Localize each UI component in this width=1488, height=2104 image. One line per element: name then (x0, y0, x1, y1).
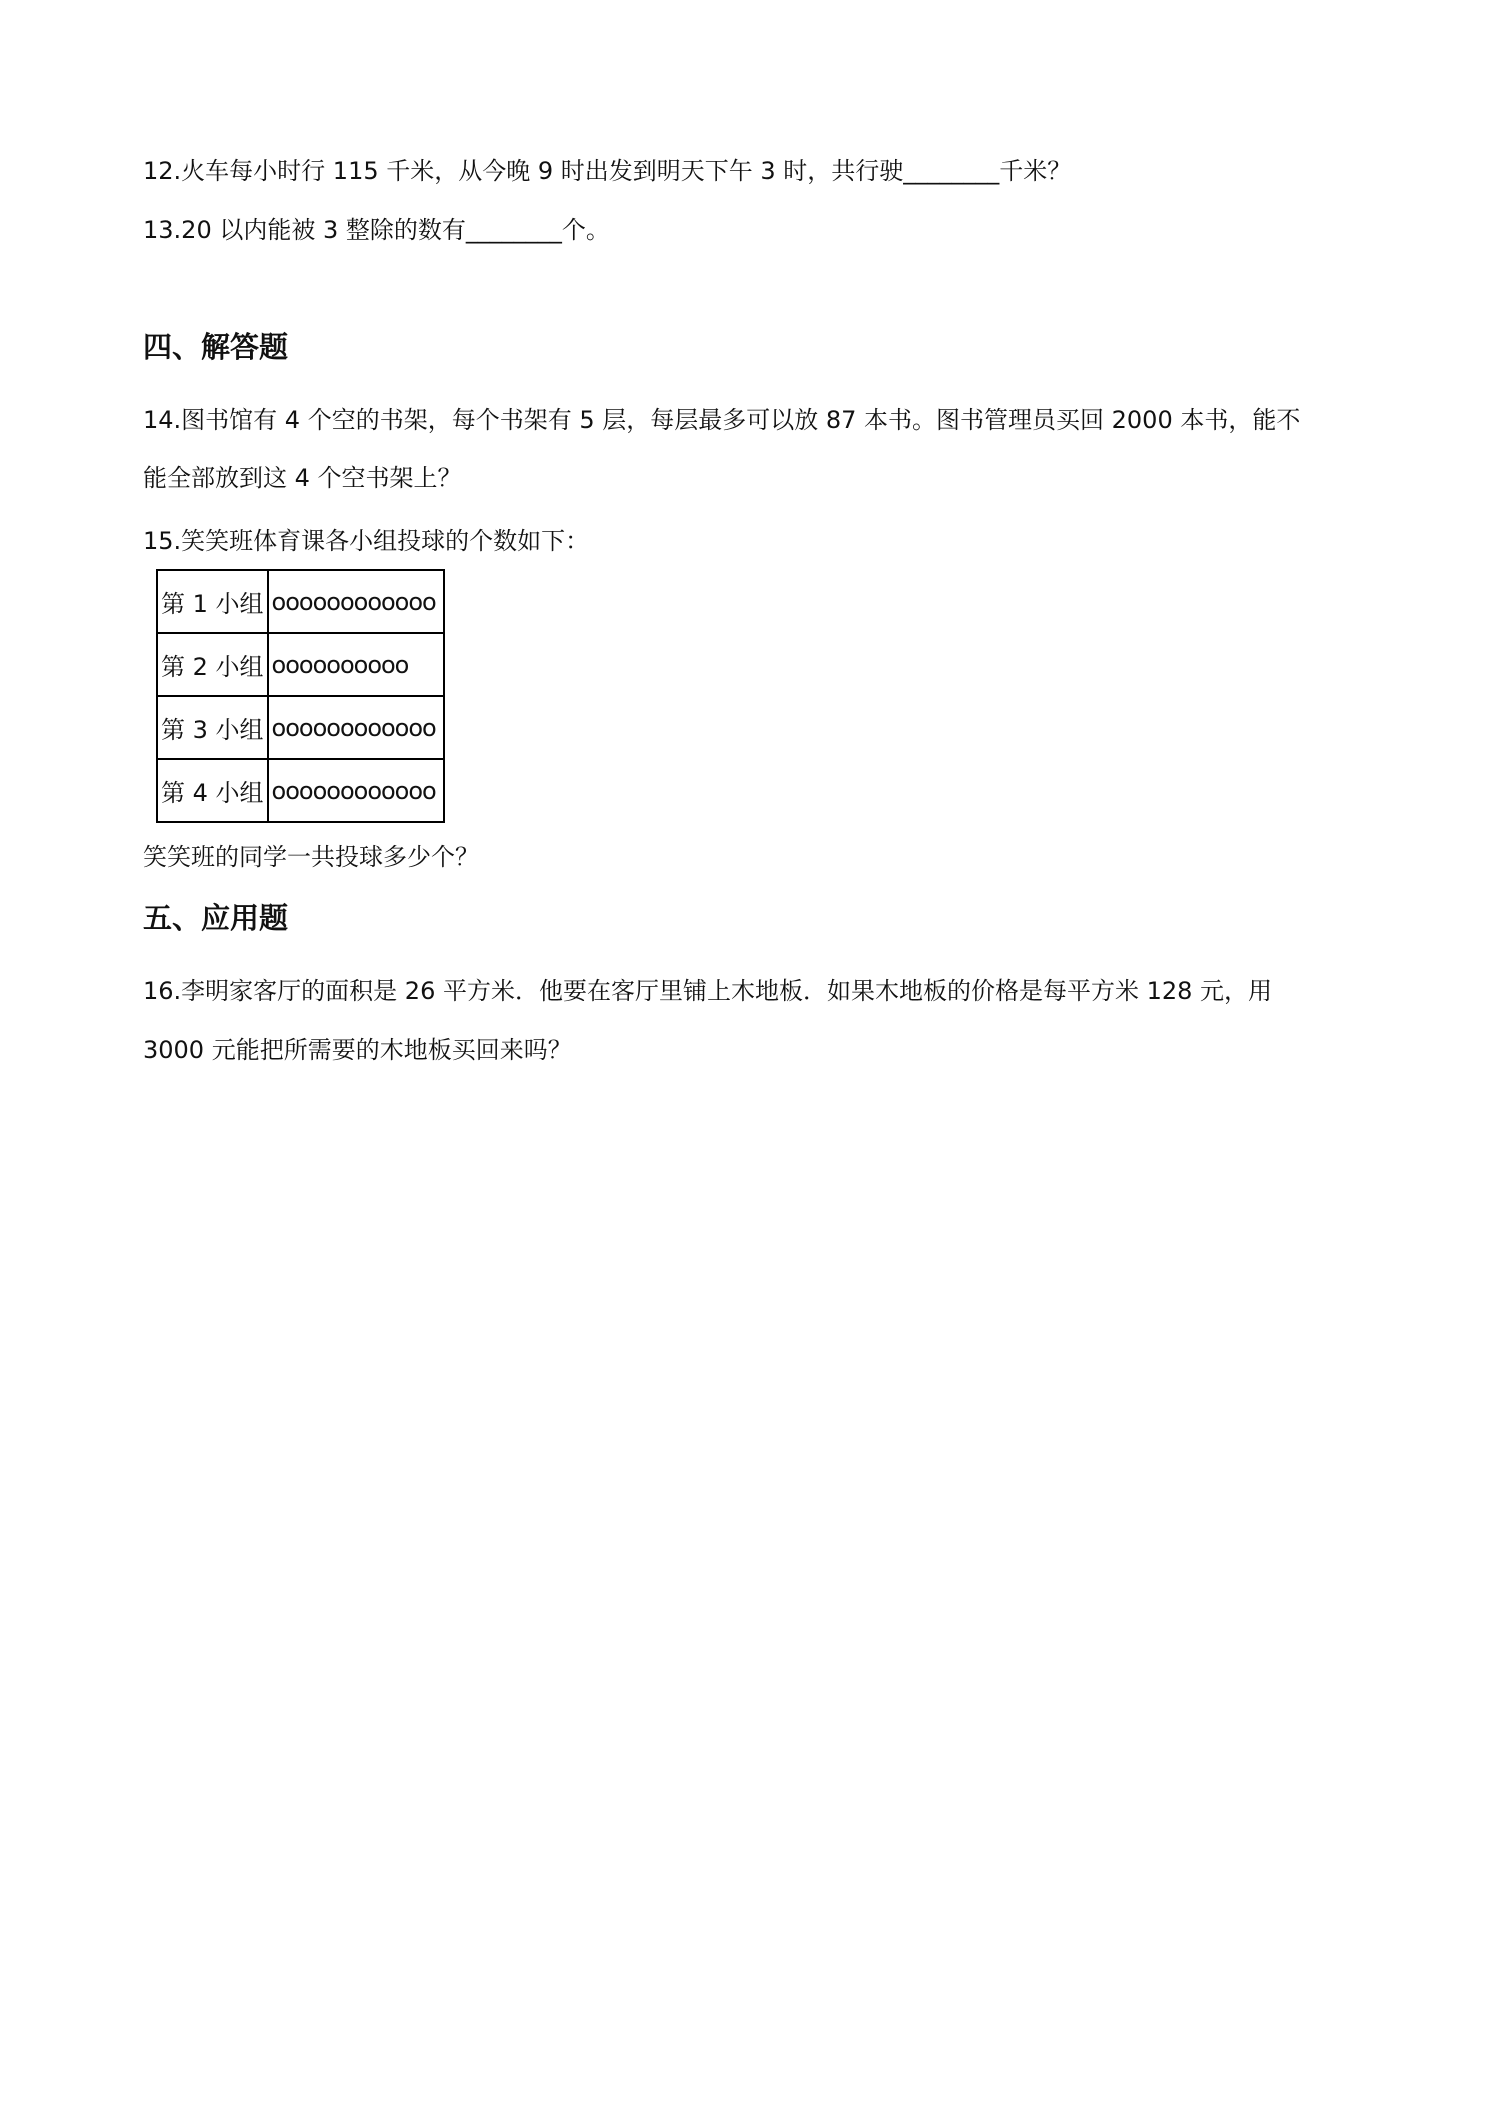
question-12: 12.火车每小时行 115 千米，从今晚 9 时出发到明天下午 3 时，共行驶________千米？ (143, 157, 1072, 185)
group-label: 第 3 小组 (157, 696, 268, 759)
table-row (157, 570, 444, 633)
question-14-line-2: 能全部放到这 4 个空书架上？ (143, 464, 462, 492)
group-label: 第 2 小组 (157, 633, 268, 696)
question-14-line-1: 14.图书馆有 4 个空的书架，每个书架有 5 层，每层最多可以放 87 本书。图书管理员买回 2000 本书，能不 (143, 406, 1301, 434)
section-heading-4: 四、解答题 (143, 330, 289, 364)
tally-marks: oooooooooooo (268, 696, 444, 759)
tally-table (156, 569, 445, 823)
question-16-line-2: 3000 元能把所需要的木地板买回来吗？ (143, 1036, 572, 1064)
table-row (157, 759, 444, 822)
question-13: 13.20 以内能被 3 整除的数有________个。 (143, 216, 610, 244)
question-15-question: 笑笑班的同学一共投球多少个？ (143, 843, 479, 871)
tally-marks: oooooooooo (268, 633, 444, 696)
group-label: 第 1 小组 (157, 570, 268, 633)
table-row (157, 696, 444, 759)
table-row (157, 633, 444, 696)
question-16-line-1: 16.李明家客厅的面积是 26 平方米．他要在客厅里铺上木地板．如果木地板的价格是每平方米 128 元，用 (143, 977, 1273, 1005)
group-label: 第 4 小组 (157, 759, 268, 822)
question-15-intro: 15.笑笑班体育课各小组投球的个数如下： (143, 527, 590, 555)
section-heading-5: 五、应用题 (143, 901, 289, 935)
tally-marks: oooooooooooo (268, 759, 444, 822)
tally-marks: oooooooooooo (268, 570, 444, 633)
